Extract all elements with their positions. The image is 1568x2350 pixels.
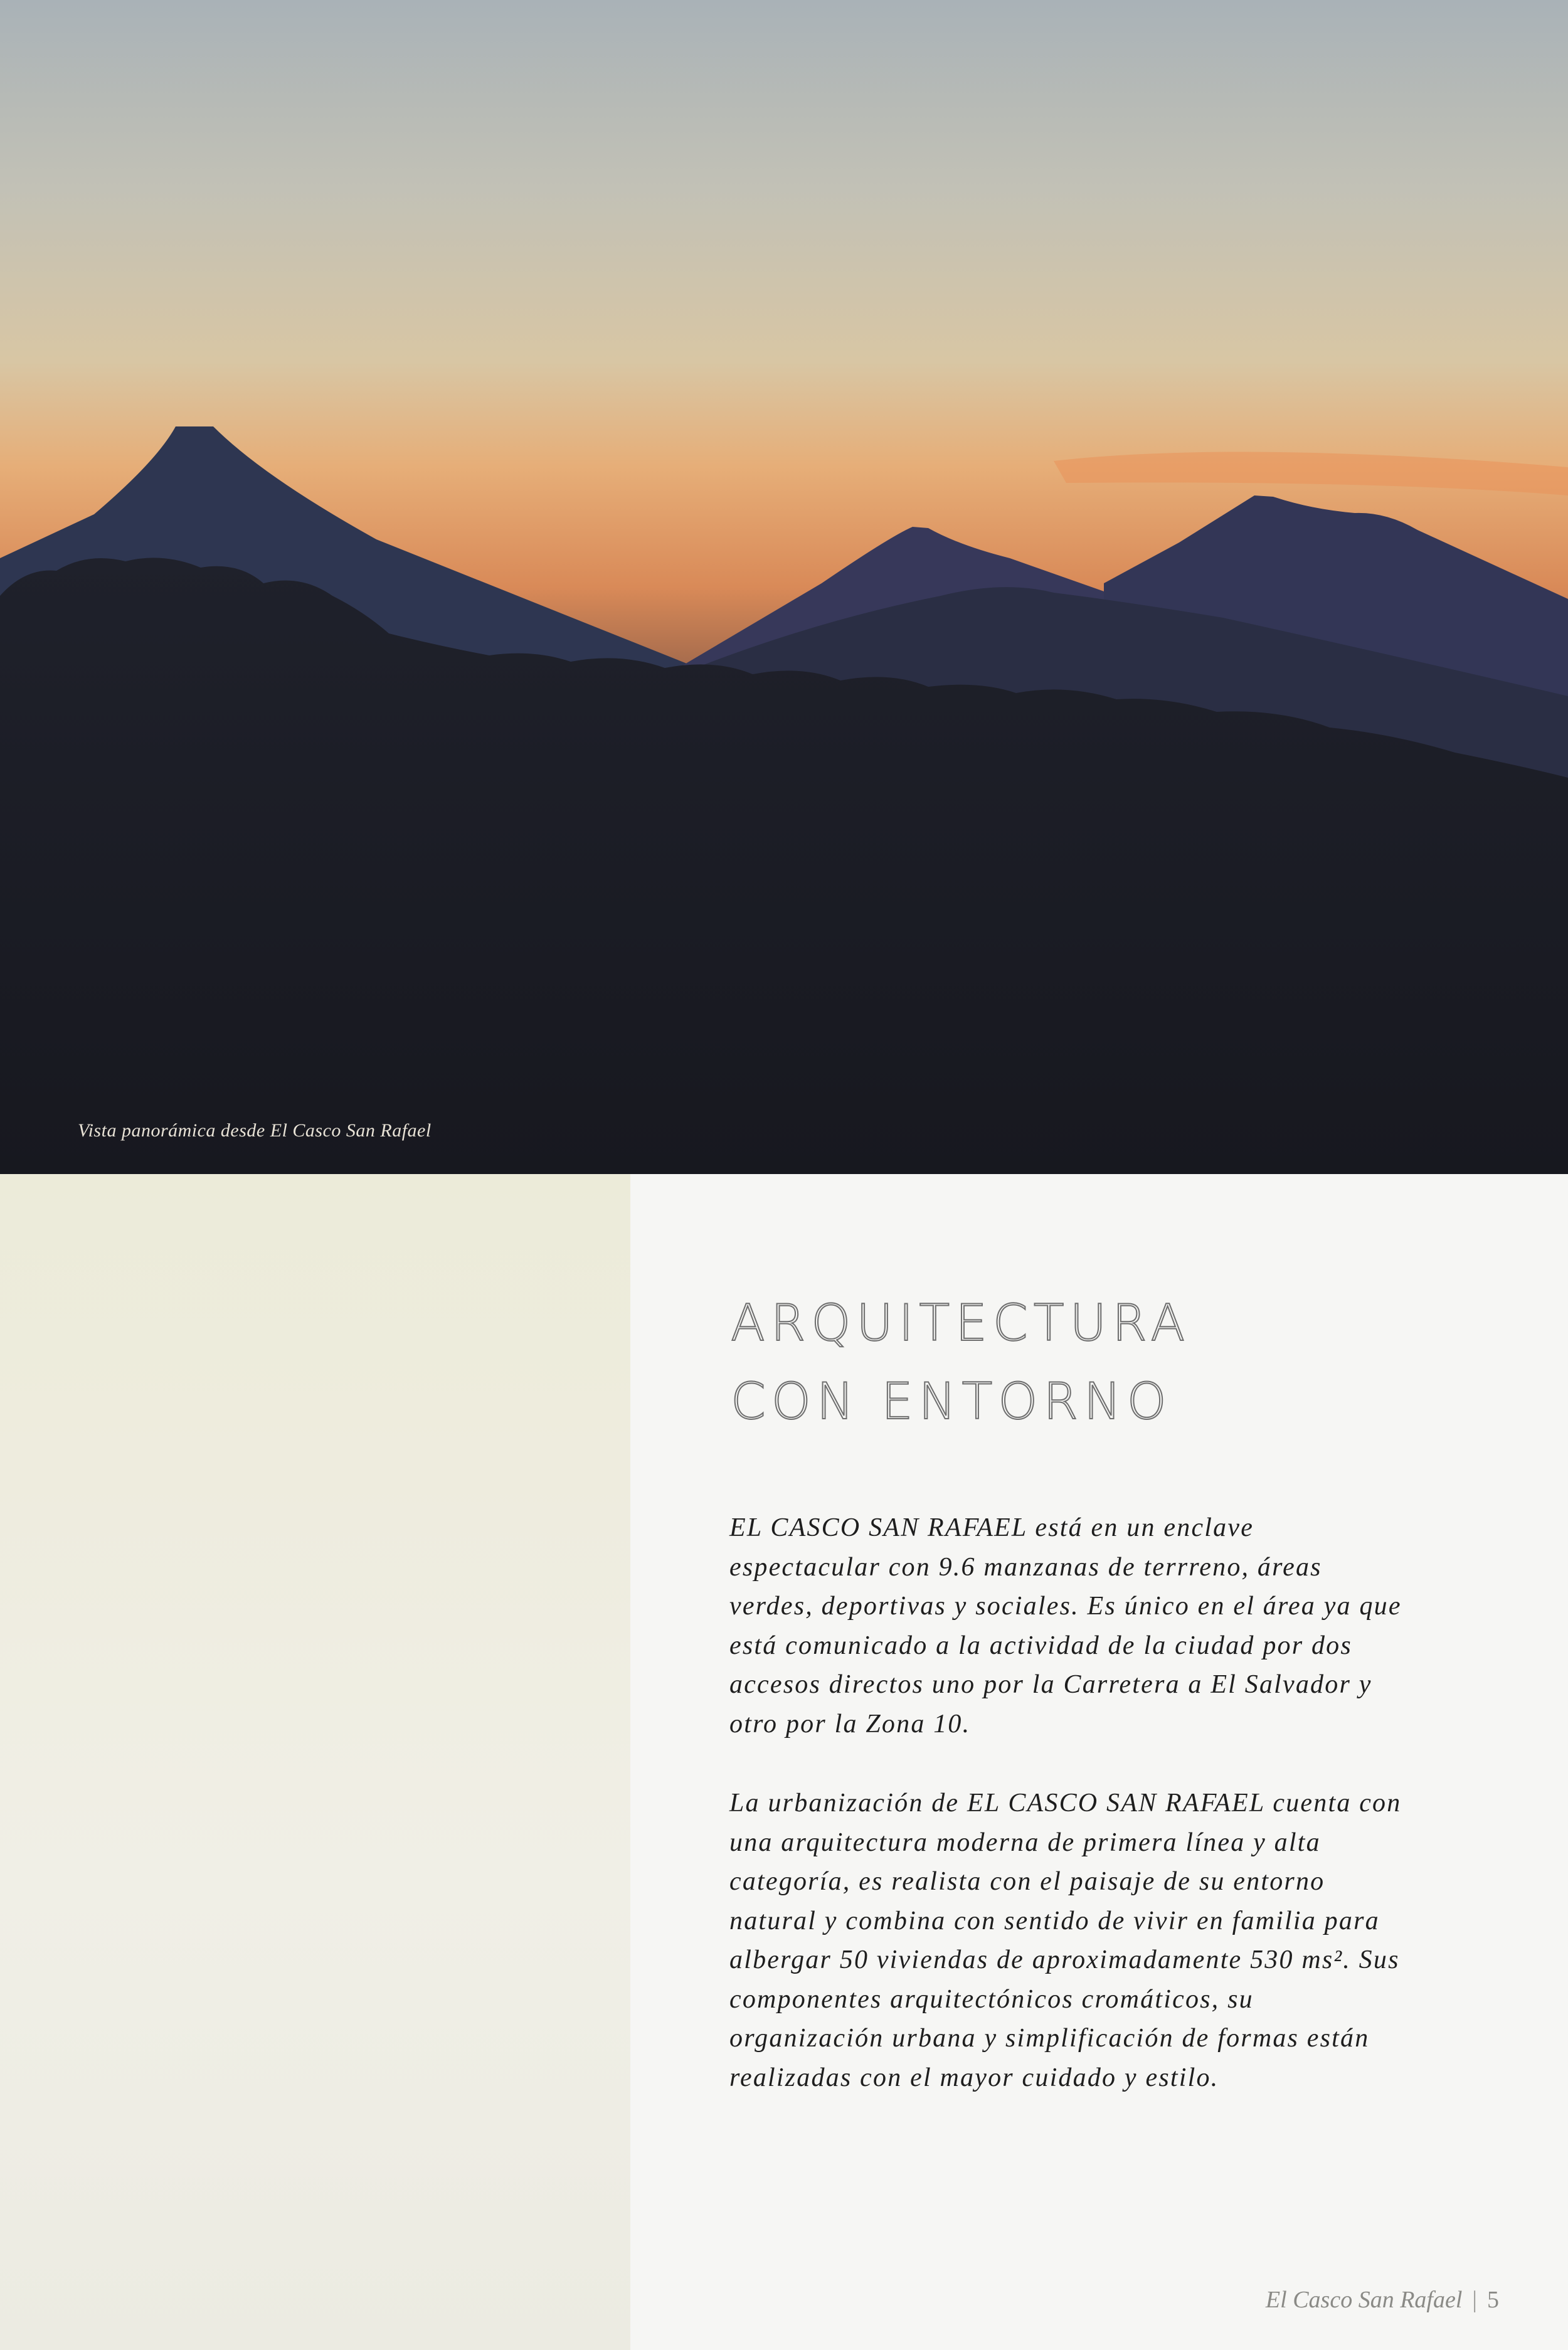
running-title: El Casco San Rafael [1265, 2287, 1463, 2313]
body-paragraph-2: La urbanización de EL CASCO SAN RAFAEL cuenta con una arquitectura moderna de primera línea y alta categoría, es realista con el paisaje de su entorno natural y combina con sentido de vivir en familia para albergar 50 viviendas de aproximadamente 530 ms². Sus componentes arquitectónicos cromáticos, su organización urbana y simplificación de formas están realizadas con el mayor cuidado y estilo. [729, 1789, 1402, 2092]
heading-line-2: CON ENTORNO [731, 1372, 1172, 1431]
page-footer [1266, 2286, 1499, 2314]
footer-separator: | [1472, 2287, 1477, 2313]
page-number: 5 [1487, 2287, 1499, 2313]
photo-caption: Vista panorámica desde El Casco San Rafael [78, 1120, 432, 1141]
volcano-sunset-photo [0, 0, 1568, 1174]
left-blank-panel [0, 1174, 630, 2350]
heading-line-1: ARQUITECTURA [731, 1294, 1191, 1352]
body-paragraph-1: EL CASCO SAN RAFAEL está en un enclave espectacular con 9.6 manzanas de terrreno, áreas verdes, deportivas y sociales. Es único en el área ya que está comunicado a la actividad de la ciudad por dos accesos directos uno por la Carretera a El Salvador y otro por la Zona 10. [729, 1513, 1402, 1739]
